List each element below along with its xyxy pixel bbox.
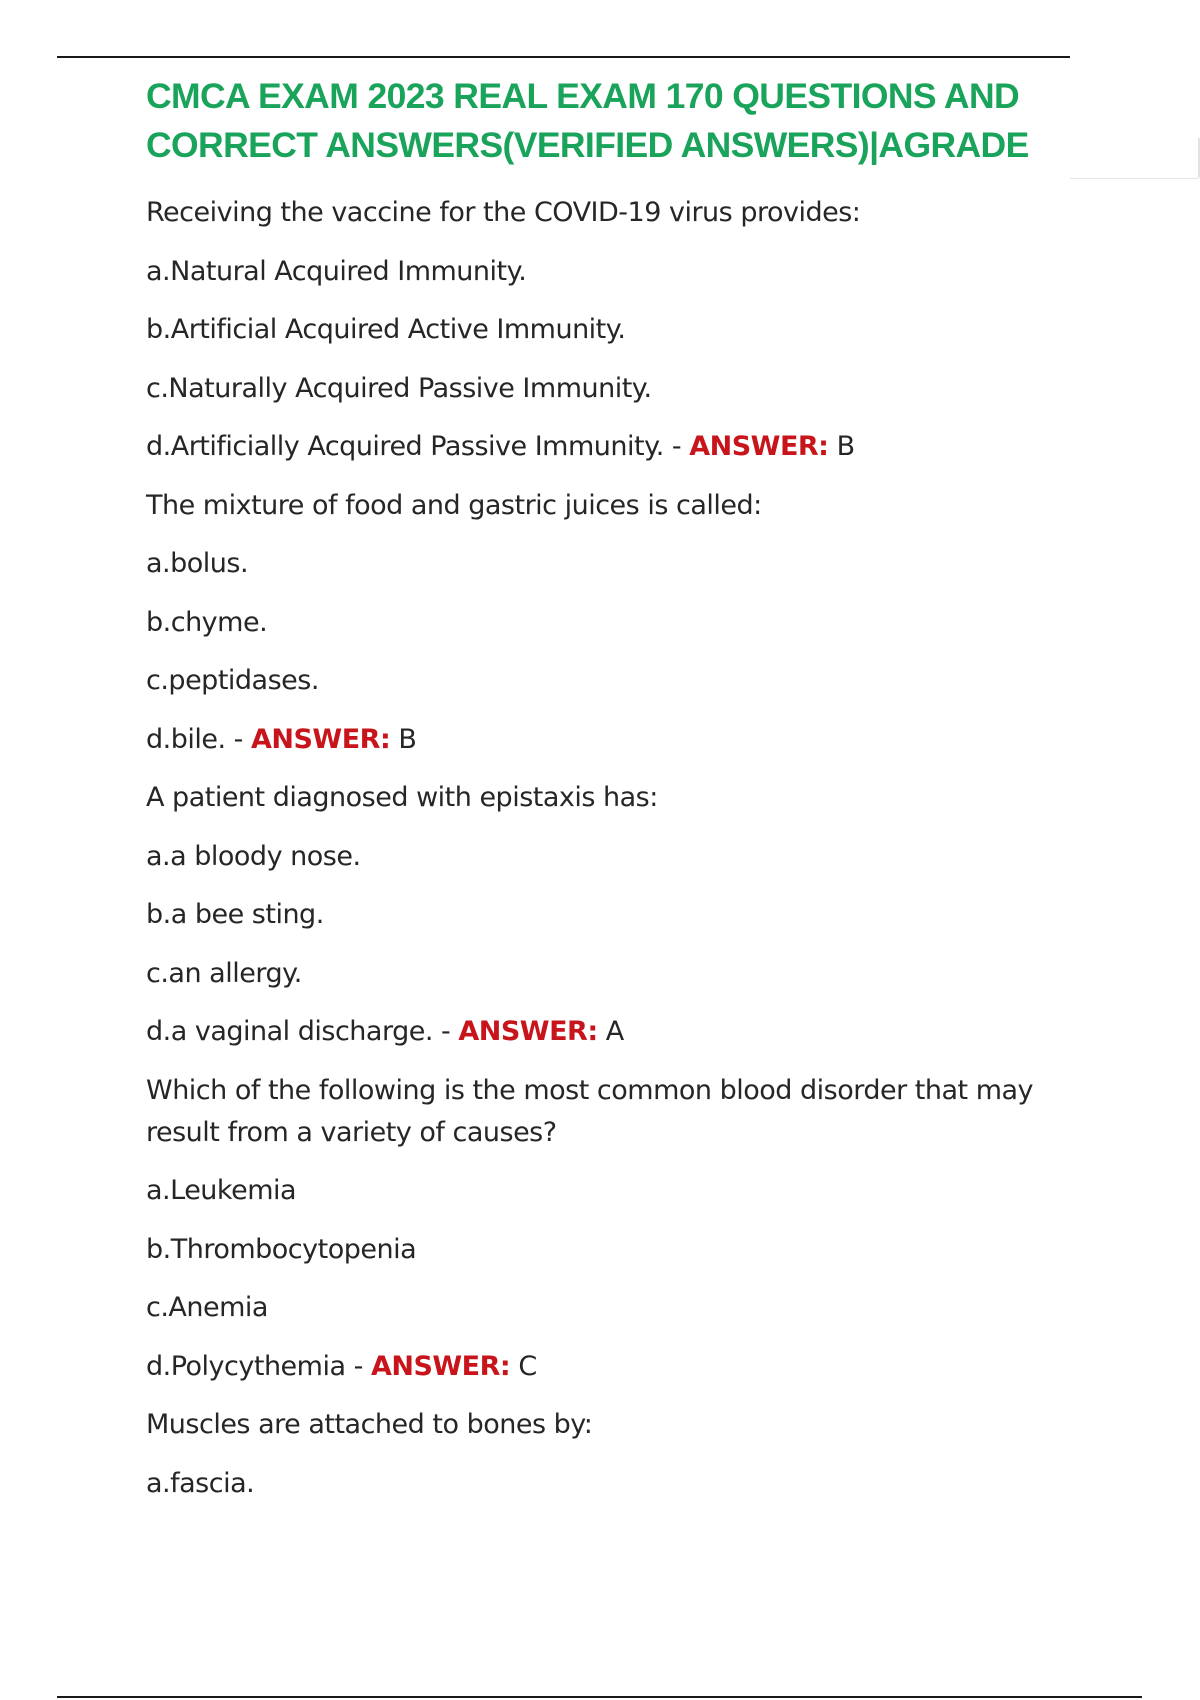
option-text: d.bile. (146, 723, 226, 755)
page-edge-tab (1070, 138, 1200, 179)
answer-separator: - (663, 431, 690, 462)
question-text: Which of the following is the most common blood disorder that may result from a variety of causes? (146, 1074, 1034, 1148)
answer-label: ANSWER: (250, 723, 391, 755)
answer-label: ANSWER: (370, 1350, 511, 1382)
option-text: d.Polycythemia (146, 1350, 346, 1382)
option-item-with-answer (146, 426, 1046, 468)
title-line-1: CMCA EXAM 2023 REAL EXAM 170 QUESTIONS AND (146, 76, 1020, 116)
option-item-with-answer (146, 1346, 1046, 1388)
question-text: Receiving the vaccine for the COVID-19 virus provides: (146, 197, 861, 228)
answer-separator: - (345, 1350, 371, 1382)
document-title (146, 72, 1066, 170)
option-item: b.Artificial Acquired Active Immunity. (146, 314, 626, 345)
answer-label: ANSWER: (458, 1016, 598, 1047)
bottom-rule (57, 1696, 1142, 1698)
option-item: b.a bee sting. (146, 899, 324, 930)
title-line-2: CORRECT ANSWERS(VERIFIED ANSWERS)|AGRADE (146, 125, 1029, 165)
option-item: a.Natural Acquired Immunity. (146, 255, 527, 287)
option-item: c.Naturally Acquired Passive Immunity. (146, 372, 652, 404)
option-item: b.chyme. (146, 606, 268, 638)
question-text: A patient diagnosed with epistaxis has: (146, 782, 658, 813)
option-item: a.a bloody nose. (146, 840, 361, 872)
option-item: a.fascia. (146, 1467, 255, 1499)
option-item: c.peptidases. (146, 665, 319, 696)
answer-label: ANSWER: (689, 431, 829, 462)
answer-value: B (836, 431, 855, 462)
answer-value: B (398, 723, 417, 755)
option-item: c.an allergy. (146, 957, 302, 989)
option-item-with-answer (146, 1011, 1046, 1053)
option-text: d.Artificially Acquired Passive Immunity. (146, 431, 664, 462)
question-list (146, 192, 1046, 1521)
option-text: d.a vaginal discharge. (146, 1016, 433, 1047)
answer-separator: - (432, 1016, 459, 1047)
question-text: The mixture of food and gastric juices is called: (146, 489, 762, 521)
option-item: a.bolus. (146, 548, 249, 579)
answer-value: A (605, 1016, 624, 1047)
top-rule (57, 56, 1070, 58)
question-text: Muscles are attached to bones by: (146, 1409, 593, 1440)
answer-value: C (518, 1350, 537, 1382)
option-item-with-answer (146, 719, 1046, 761)
answer-separator: - (225, 723, 251, 755)
option-item: c.Anemia (146, 1292, 268, 1323)
option-item: b.Thrombocytopenia (146, 1233, 417, 1265)
option-item: a.Leukemia (146, 1175, 297, 1206)
